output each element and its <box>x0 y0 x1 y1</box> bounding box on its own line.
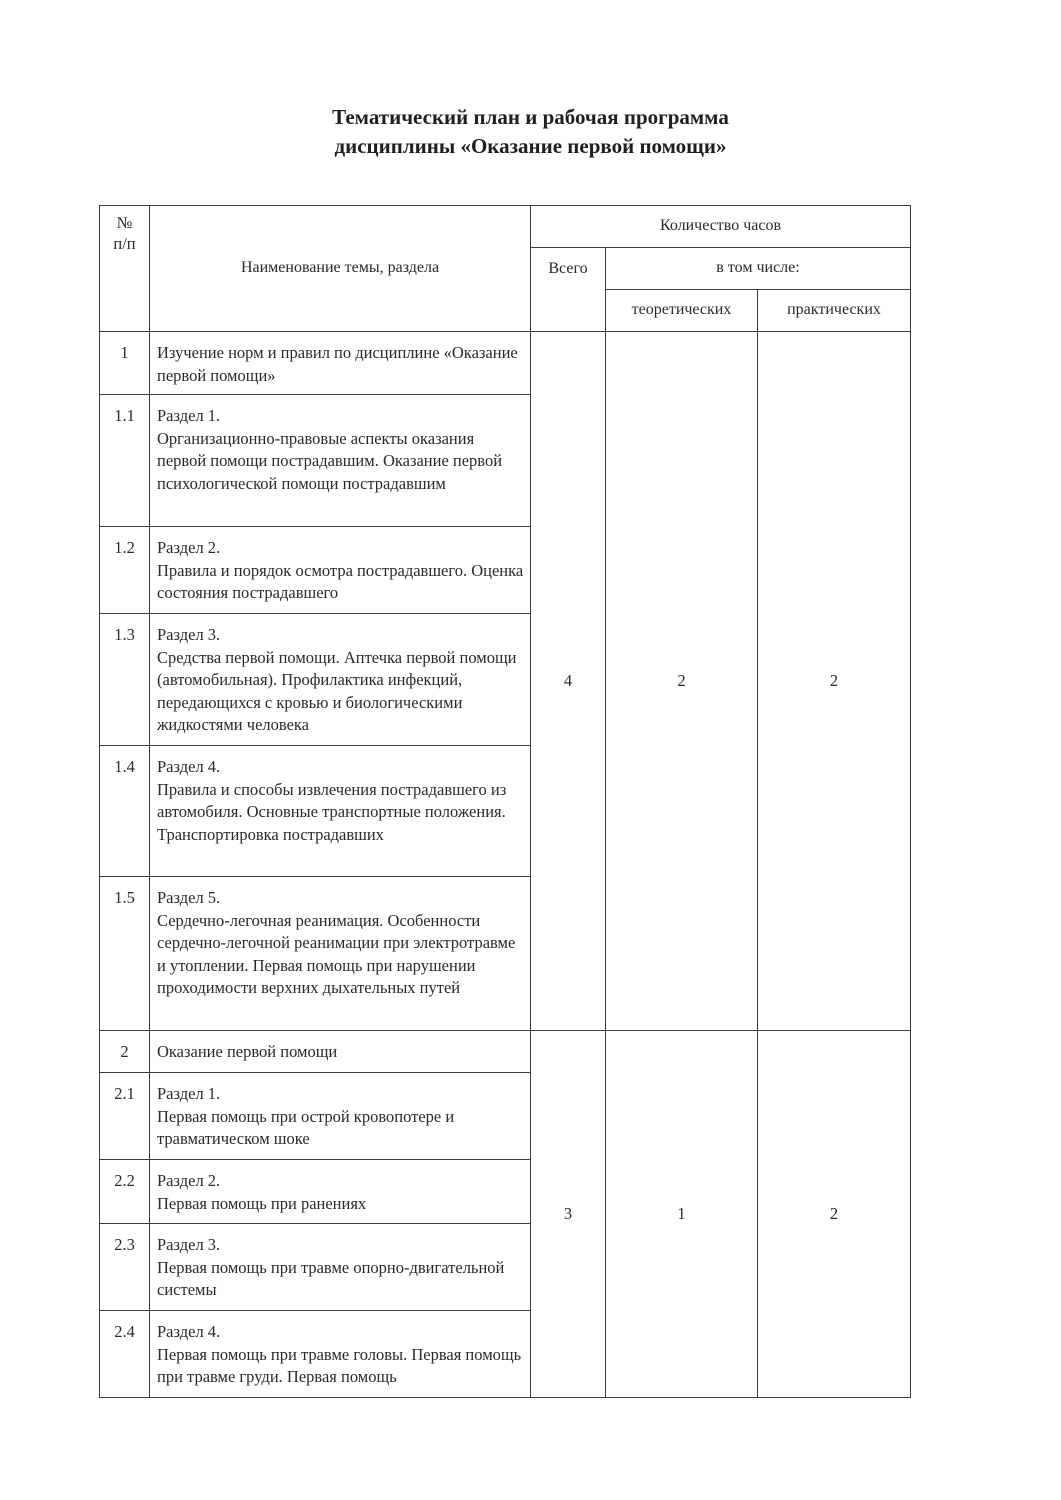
thematic-plan-table <box>99 205 911 1398</box>
header-including: в том числе: <box>606 248 911 290</box>
document-title <box>0 103 1061 161</box>
section-text: Средства первой помощи. Аптечка первой помощи (автомобильная). Профилактика инфекций, передающихся с кровью и биологическими жидкостями человека <box>157 647 517 734</box>
row-number: 1.1 <box>100 395 150 527</box>
section-text: Первая помощь при травме опорно-двигательной системы <box>157 1257 505 1299</box>
cell-theory: 2 <box>606 332 758 1031</box>
row-topic <box>150 877 531 1031</box>
section-text: Правила и порядок осмотра пострадавшего. Оценка состояния пострадавшего <box>157 560 524 602</box>
section-label: Раздел 2. <box>157 1171 221 1190</box>
row-topic <box>150 1073 531 1160</box>
row-number: 1.4 <box>100 746 150 877</box>
header-number: № п/п <box>100 206 150 332</box>
header-theory: теоретических <box>606 290 758 332</box>
section-label: Раздел 1. <box>157 406 221 425</box>
section-label: Раздел 4. <box>157 1322 221 1341</box>
section-label: Раздел 1. <box>157 1084 221 1103</box>
section-label: Раздел 5. <box>157 888 221 907</box>
table-row <box>100 1031 911 1073</box>
row-topic <box>150 395 531 527</box>
cell-theory: 1 <box>606 1031 758 1398</box>
header-topic: Наименование темы, раздела <box>150 206 531 332</box>
row-number: 1.3 <box>100 614 150 746</box>
section-label: Раздел 4. <box>157 757 221 776</box>
section-label: Раздел 2. <box>157 538 221 557</box>
row-number: 2.1 <box>100 1073 150 1160</box>
row-number: 2.4 <box>100 1311 150 1398</box>
cell-practice: 2 <box>758 332 911 1031</box>
cell-total: 3 <box>531 1031 606 1398</box>
section-label: Раздел 3. <box>157 1235 221 1254</box>
section-text: Изучение норм и правил по дисциплине «Оказание первой помощи» <box>157 343 518 385</box>
section-text: Правила и способы извлечения пострадавшего из автомобиля. Основные транспортные положения. Транспортировка пострадавших <box>157 779 507 844</box>
section-text: Оказание первой помощи <box>157 1042 338 1061</box>
header-total: Всего <box>531 248 606 332</box>
section-text: Сердечно-легочная реанимация. Особенности сердечно-легочной реанимации при электротравме и утоплении. Первая помощь при нарушении проходимости верхних дыхательных путей <box>157 910 516 997</box>
row-topic <box>150 614 531 746</box>
table-body <box>100 332 911 1398</box>
header-practice: практических <box>758 290 911 332</box>
row-topic <box>150 527 531 614</box>
cell-practice: 2 <box>758 1031 911 1398</box>
document-title-line-2: дисциплины «Оказание первой помощи» <box>334 134 727 158</box>
row-topic <box>150 332 531 395</box>
section-text: Первая помощь при острой кровопотере и травматическом шоке <box>157 1106 455 1148</box>
row-number: 1.2 <box>100 527 150 614</box>
section-text: Первая помощь при ранениях <box>157 1193 367 1213</box>
row-topic <box>150 1031 531 1073</box>
row-number: 2 <box>100 1031 150 1073</box>
header-hours: Количество часов <box>531 206 911 248</box>
document-title-line-1: Тематический план и рабочая программа <box>332 105 729 129</box>
section-text: Организационно-правовые аспекты оказания первой помощи пострадавшим. Оказание первой психологической помощи пострадавшим <box>157 428 503 493</box>
row-topic <box>150 1160 531 1224</box>
row-number: 2.2 <box>100 1160 150 1224</box>
row-topic <box>150 746 531 877</box>
section-label: Раздел 3. <box>157 625 221 644</box>
table-row <box>100 332 911 395</box>
row-number: 1 <box>100 332 150 395</box>
row-number: 1.5 <box>100 877 150 1031</box>
cell-total: 4 <box>531 332 606 1031</box>
row-topic <box>150 1311 531 1398</box>
row-number: 2.3 <box>100 1224 150 1311</box>
section-text: Первая помощь при травме головы. Первая помощь при травме груди. Первая помощь <box>157 1344 522 1386</box>
row-topic <box>150 1224 531 1311</box>
